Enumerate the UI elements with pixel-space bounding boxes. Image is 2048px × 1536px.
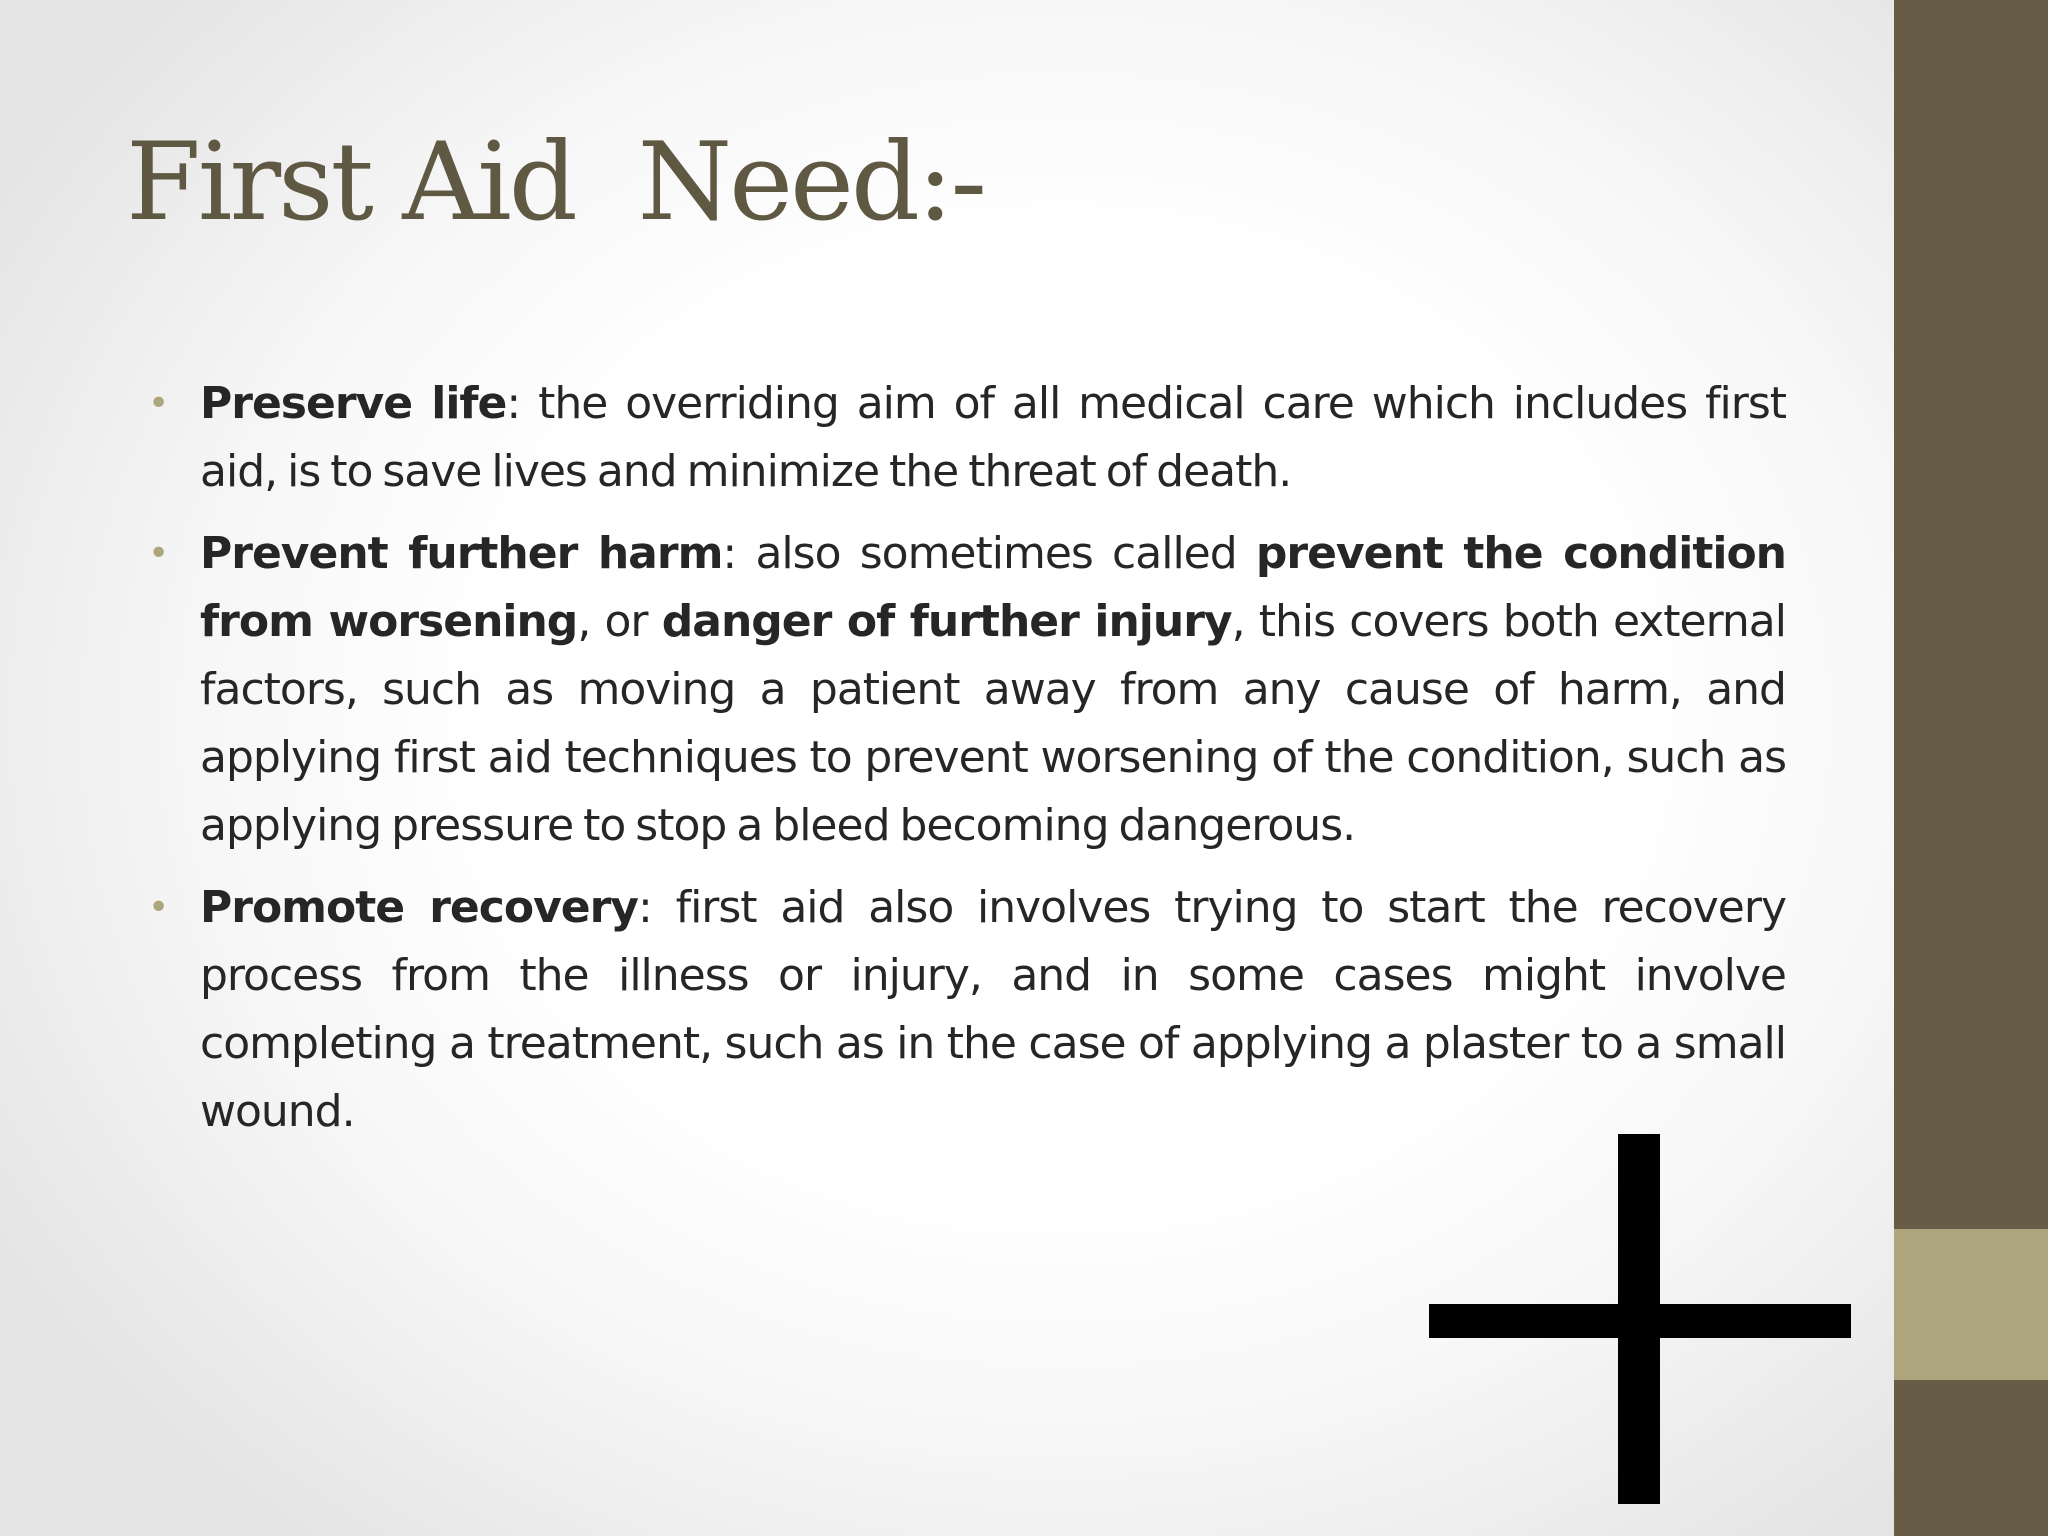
- bullet-text: : the overriding aim of all medical care which includes first aid, is to save lives and minimize the threat of death.: [200, 378, 1786, 497]
- bullet-item: [148, 370, 1786, 506]
- bullet-text: : first aid also involves trying to start the recovery process from the illness or injury, and in some cases might involve completing a treatment, such as in the case of applying a plaster to a small wound.: [200, 882, 1786, 1137]
- bullet-text: , or: [577, 596, 662, 647]
- bullet-heading: Prevent further harm: [200, 528, 723, 579]
- bullet-marker: •: [148, 383, 169, 424]
- bullet-emphasis: danger of further injury: [661, 596, 1232, 647]
- bullet-item: [148, 874, 1786, 1146]
- bullet-text: , this covers both external factors, such as moving a patient away from any cause of harm, and applying first aid techniques to prevent worsening of the condition, such as applying pressure to stop a bleed becoming dangerous.: [200, 596, 1786, 851]
- bullet-heading: Promote recovery: [200, 882, 638, 933]
- bullet-text: : also sometimes called: [722, 528, 1256, 579]
- bullet-marker: •: [148, 533, 169, 574]
- bullet-list: [148, 370, 1787, 1160]
- bullet-heading: Preserve life: [200, 378, 507, 429]
- side-color-bar-accent: [1894, 1229, 2048, 1380]
- plus-cross-icon: [1429, 1134, 1851, 1504]
- slide-title: First Aid Need:-: [126, 120, 984, 245]
- bullet-marker: •: [148, 887, 169, 928]
- cross-horizontal-bar: [1429, 1304, 1851, 1338]
- bullet-emphasis: prevent the condition from worsening: [200, 528, 1787, 647]
- bullet-item: [148, 520, 1787, 860]
